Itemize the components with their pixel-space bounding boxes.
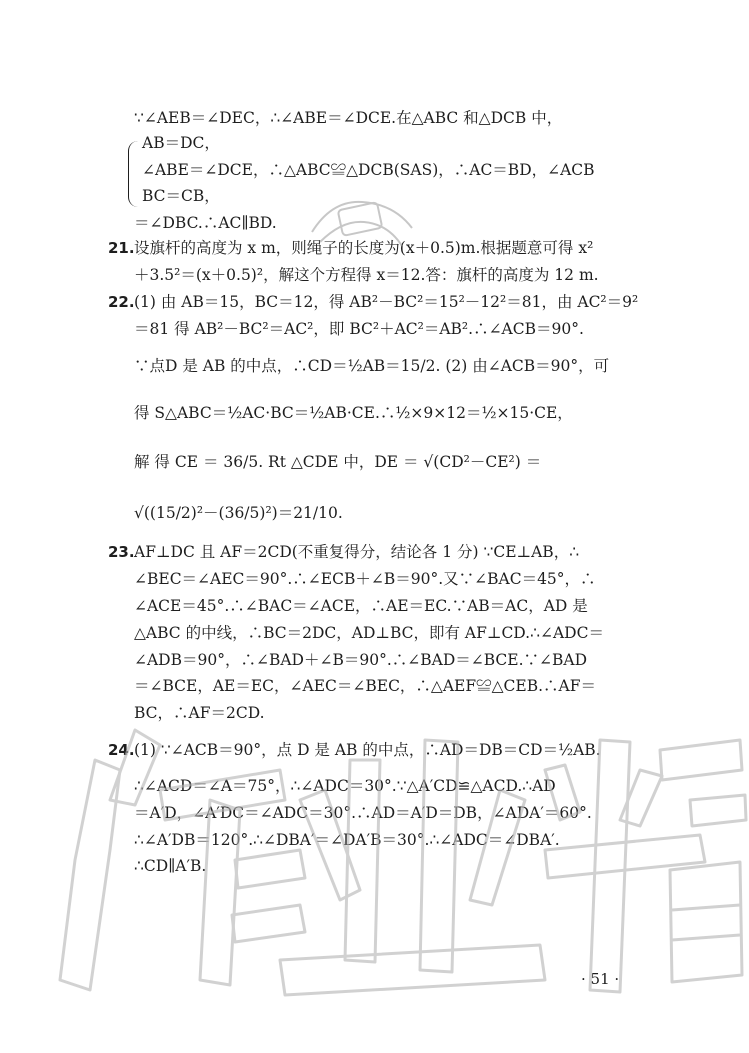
q23-line-5: ∠ADB＝90°，∴∠BAD＋∠B＝90°.∴∠BAD＝∠BCE.∵∠BAD	[134, 651, 588, 669]
q22-line-3: ∵点D 是 AB 的中点，∴CD＝½AB＝15/2. (2) 由∠ACB＝90°，可	[134, 357, 610, 375]
proof-line-1: ∵∠AEB＝∠DEC，∴∠ABE＝∠DCE.在△ABC 和△DCB 中，	[134, 109, 563, 127]
q22-line-2: ＝81 得 AB²－BC²＝AC²，即 BC²＋AC²＝AB².∴∠ACB＝90°.	[134, 320, 584, 338]
system-brace	[128, 141, 139, 207]
q21-line-2: ＋3.5²＝(x＋0.5)²，解这个方程得 x＝12.答：旗杆的高度为 12 m.	[134, 266, 599, 284]
q23-line-7: BC，∴AF＝2CD.	[134, 704, 265, 722]
proof-line-3: ∠ABE＝∠DCE，∴△ABC≌△DCB(SAS)，∴AC＝BD，∠ACB	[142, 161, 595, 179]
page-number: · 51 ·	[581, 970, 620, 988]
proof-line-5: ＝∠DBC.∴AC∥BD.	[134, 214, 277, 232]
q23-line-3: ∠ACE＝45°.∴∠BAC＝∠ACE，∴AE＝EC.∵AB＝AC，AD 是	[134, 597, 588, 615]
q24-line-2: ∴∠ACD＝∠A＝75°，∴∠ADC＝30°.∵△A′CD≌△ACD.∴AD	[134, 777, 556, 795]
q22-line-1: (1) 由 AB＝15，BC＝12，得 AB²－BC²＝15²－12²＝81，由 AC²＝9²	[134, 293, 639, 311]
q23-number: 23.	[108, 543, 135, 561]
q22-number: 22.	[108, 293, 135, 311]
q21-line-1: 设旗杆的高度为 x m，则绳子的长度为(x＋0.5)m.根据题意可得 x²	[134, 239, 594, 257]
q23-line-6: ＝∠BCE，AE＝EC，∠AEC＝∠BEC，∴△AEF≌△CEB.∴AF＝	[134, 677, 596, 695]
q22-line-5: 解 得 CE ＝ 36/5. Rt △CDE 中，DE ＝ √(CD²－CE²) ＝	[134, 453, 542, 471]
q23-line-4: △ABC 的中线，∴BC＝2DC，AD⊥BC，即有 AF⊥CD.∴∠ADC＝	[134, 624, 604, 642]
q24-line-5: ∴CD∥A′B.	[134, 857, 207, 875]
q21-number: 21.	[108, 239, 135, 257]
q22-line-4: 得 S△ABC＝½AC·BC＝½AB·CE.∴½×9×12＝½×15·CE，	[134, 404, 573, 422]
stamp-watermark-icon	[302, 192, 422, 256]
q23-line-1: AF⊥DC 且 AF＝2CD(不重复得分，结论各 1 分) ∵CE⊥AB，∴	[134, 543, 580, 561]
proof-line-4: BC＝CB，	[142, 187, 220, 205]
q22-line-6: √((15/2)²－(36/5)²)＝21/10.	[134, 504, 343, 522]
q24-line-1: (1) ∵∠ACB＝90°，点 D 是 AB 的中点，∴AD＝DB＝CD＝½AB.	[134, 741, 601, 759]
proof-line-2: AB＝DC，	[142, 134, 220, 152]
q24-line-3: ＝A′D，∠A′DC＝∠ADC＝30°.∴AD＝A′D＝DB，∠ADA′＝60°.	[134, 804, 592, 822]
q24-number: 24.	[108, 741, 135, 759]
q24-line-4: ∴∠A′DB＝120°.∴∠DBA′＝∠DA′B＝30°.∴∠ADC＝∠DBA′.	[134, 831, 560, 849]
q23-line-2: ∠BEC＝∠AEC＝90°.∴∠ECB＋∠B＝90°.又∵∠BAC＝45°，∴	[134, 570, 596, 588]
